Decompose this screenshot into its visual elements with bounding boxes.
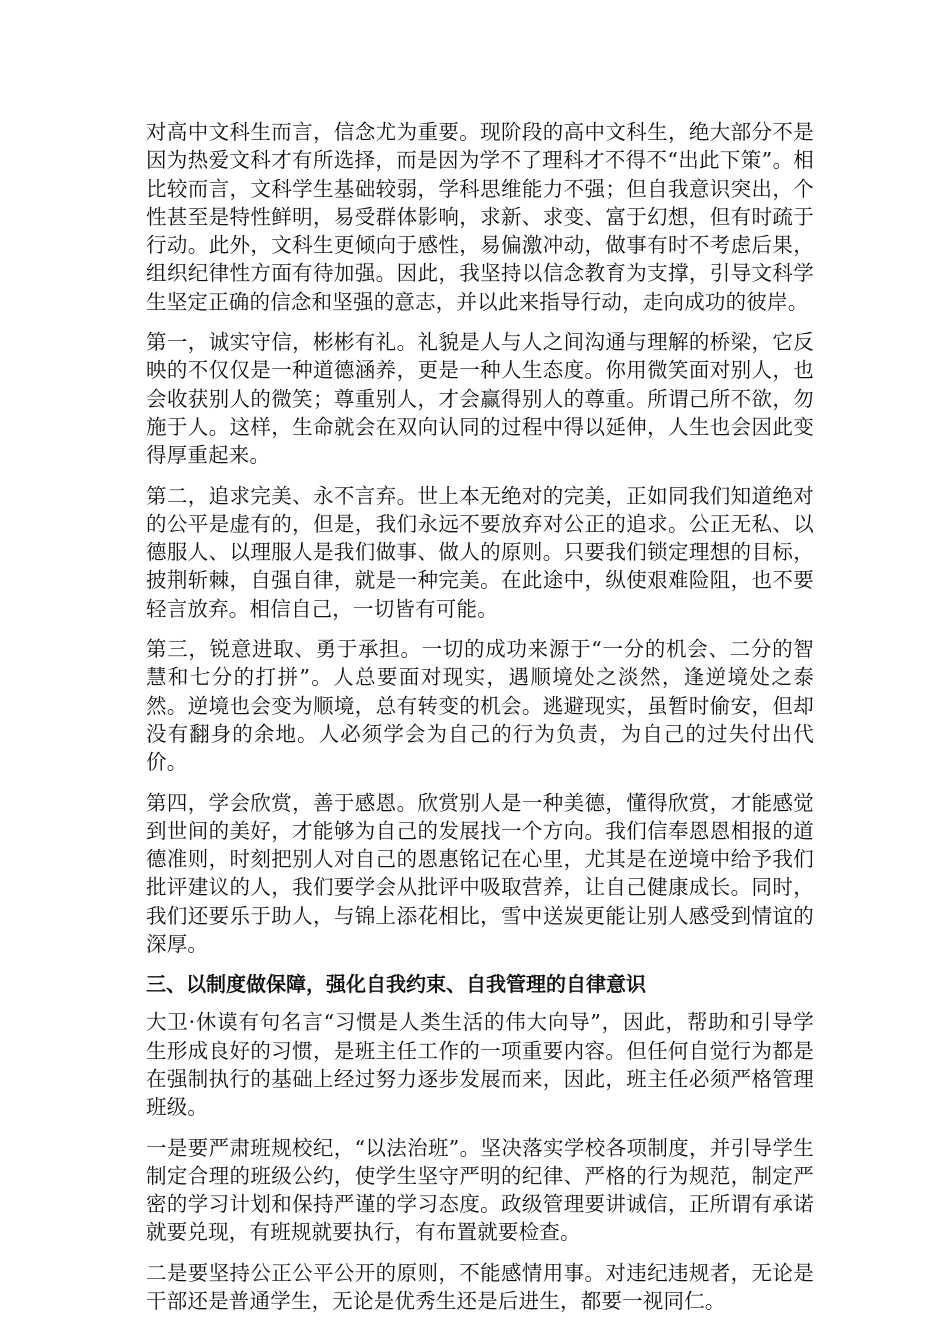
paragraph-fairness: 二是要坚持公正公平公开的原则，不能感情用事。对违纪违规者，无论是干部还是普通学生，无论是优秀生还是后进生，都要一视同仁。 bbox=[146, 1260, 814, 1313]
paragraph-habits: 大卫·休谟有句名言“习惯是人类生活的伟大向导”，因此，帮助和引导学生形成良好的习惯，是班主任工作的一项重要内容。但任何自觉行为都是在强制执行的基础上经过努力逐步发展而来，因此，班主任必须严格管理班级。 bbox=[146, 1010, 814, 1120]
paragraph-gratitude: 第四，学会欣赏，善于感恩。欣赏别人是一种美德，懂得欣赏，才能感觉到世间的美好，才能够为自己的发展找一个方向。我们信奉恩恩相报的道德准则，时刻把别人对自己的恩惠铭记在心里，尤其是在逆境中给予我们批评建议的人，我们要学会从批评中吸取营养，让自己健康成长。同时，我们还要乐于助人，与锦上添花相比，雪中送炭更能让别人感受到情谊的深厚。 bbox=[146, 790, 814, 957]
paragraph-class-rules: 一是要严肃班规校纪，“以法治班”。坚决落实学校各项制度，并引导学生制定合理的班级公约，使学生坚守严明的纪律、严格的行为规范，制定严密的学习计划和保持严谨的学习态度。政级管理要讲诚信，正所谓有承诺就要兑现，有班规就要执行，有布置就要检查。 bbox=[146, 1135, 814, 1245]
paragraph-honesty: 第一，诚实守信，彬彬有礼。礼貌是人与人之间沟通与理解的桥梁，它反映的不仅仅是一种道德涵养，更是一种人生态度。你用微笑面对别人，也会收获别人的微笑；尊重别人，才会赢得别人的尊重。所谓己所不欲，勿施于人。这样，生命就会在双向认同的过程中得以延伸，人生也会因此变得厚重起来。 bbox=[146, 330, 814, 468]
paragraph-perfection: 第二，追求完美、永不言弃。世上本无绝对的完美，正如同我们知道绝对的公平是虚有的，但是，我们永远不要放弃对公正的追求。公正无私、以德服人、以理服人是我们做事、做人的原则。只要我们锁定理想的目标，披荆斩棘，自强自律，就是一种完美。在此途中，纵使艰难险阻，也不要轻言放弃。相信自己，一切皆有可能。 bbox=[146, 483, 814, 621]
paragraph-enterprise: 第三，锐意进取、勇于承担。一切的成功来源于“一分的机会、二分的智慧和七分的打拼”。人总要面对现实，遇顺境处之淡然，逢逆境处之泰然。逆境也会变为顺境，总有转变的机会。逃避现实，虽暂时偷安，但却没有翻身的余地。人必须学会为自己的行为负责，为自己的过失付出代价。 bbox=[146, 637, 814, 775]
section-heading: 三、以制度做保障，强化自我约束、自我管理的自律意识 bbox=[146, 972, 646, 997]
paragraph-belief-intro: 对高中文科生而言，信念尤为重要。现阶段的高中文科生，绝大部分不是因为热爱文科才有所选择，而是因为学不了理科才不得不“出此下策”。相比较而言，文科学生基础较弱，学科思维能力不强；但自我意识突出，个性甚至是特性鲜明，易受群体影响，求新、求变、富于幻想，但有时疏于行动。此外，文科生更倾向于感性，易偏激冲动，做事有时不考虑后果，组织纪律性方面有待加强。因此，我坚持以信念教育为支撑，引导文科学生坚定正确的信念和坚强的意志，并以此来指导行动，走向成功的彼岸。 bbox=[146, 120, 814, 314]
document-page bbox=[146, 118, 814, 1327]
